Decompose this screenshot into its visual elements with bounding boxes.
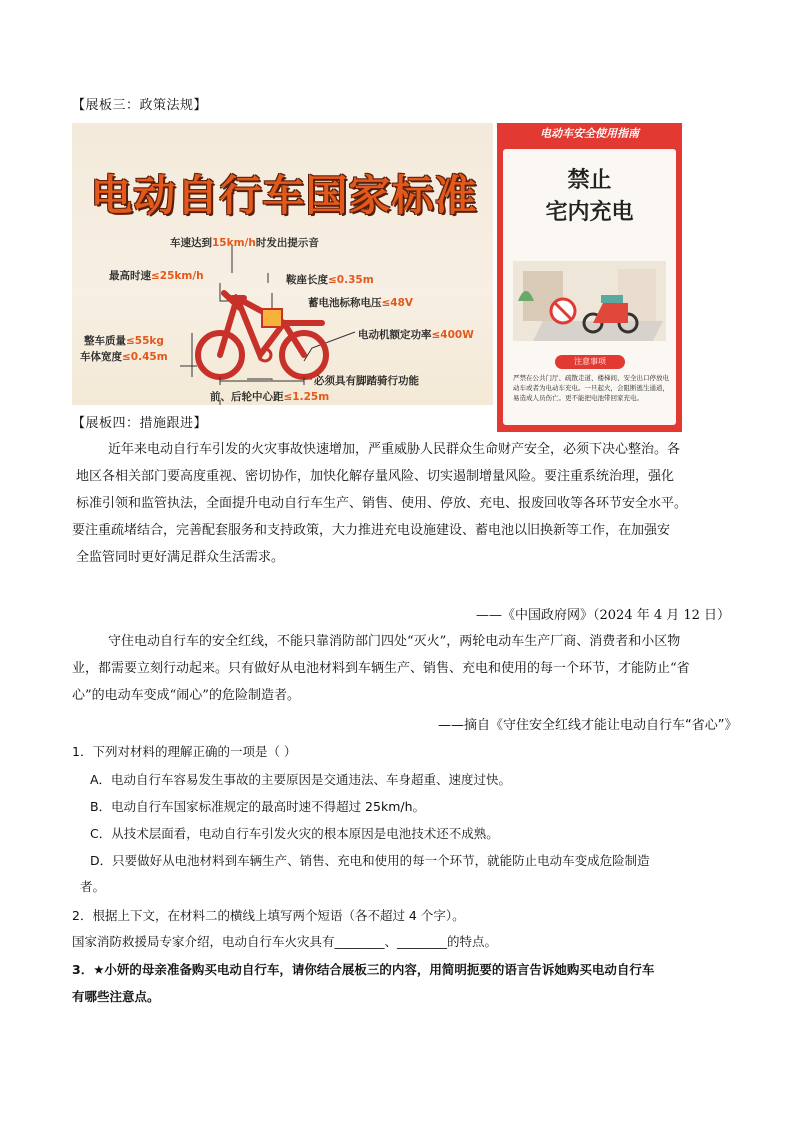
guide-title: 电动车安全使用指南: [540, 127, 639, 140]
note-text: 严禁在公共门厅、疏散走道、楼梯间、安全出口停放电动车或者为电动车充电。一旦起火，会阻断逃生通道，易造成人员伤亡。更不能把电池带回家充电。: [513, 374, 669, 402]
para2-line: 心”的电动车变成“闹心”的危险制造者。: [72, 688, 300, 703]
question-1-option-a: A．电动自行车容易发生事故的主要原因是交通违法、车身超重、速度过快。: [90, 772, 512, 787]
question-1-option-c: C．从技术层面看，电动自行车引发火灾的根本原因是电池技术还不成熟。: [90, 826, 499, 841]
spec-motor-power: 电动机额定功率≤400W: [358, 329, 474, 341]
paragraph-1: [72, 436, 732, 571]
para1-line: 近年来电动自行车引发的火灾事故快速增加，严重威胁人民群众生命财产安全，必须下决心整治。各: [108, 442, 681, 457]
para2-line: 守住电动自行车的安全红线，不能只靠消防部门四处“灭火”，两轮电动车生产厂商、消费者和小区物: [108, 634, 681, 649]
guide-line-2: 宅内充电: [545, 200, 634, 225]
battery-icon: [262, 309, 282, 327]
spec-battery-voltage: 蓄电池标称电压≤48V: [308, 297, 414, 309]
note-label: 注意事项: [555, 355, 625, 369]
question-1-option-d-cont: 者。: [80, 879, 106, 894]
question-3-line-1: 3．★小妍的母亲准备购买电动自行车，请你结合展板三的内容，用简明扼要的语言告诉她购买电动自行车: [72, 962, 655, 977]
guide-line-1: 禁止: [567, 168, 612, 193]
spec-pedal: 必须具有脚踏骑行功能: [314, 375, 419, 387]
panel4-heading: 【展板四：措施跟进】: [72, 416, 208, 431]
question-2-fill: 国家消防救援局专家介绍，电动自行车火灾具有________、________的特点。: [72, 934, 498, 949]
standard-poster: [72, 123, 493, 405]
spec-vehicle-mass: 整车质量≤55kg: [84, 335, 164, 347]
para1-line: 地区各相关部门要高度重视、密切协作，加快化解存量风险、切实遏制增量风险。要注重系统治理，强化: [76, 469, 675, 484]
question-1-stem: 1．下列对材料的理解正确的一项是（ ）: [72, 744, 297, 759]
source-2: ——摘自《守住安全红线才能让电动自行车“省心”》: [438, 718, 738, 733]
panel3-heading: 【展板三：政策法规】: [72, 98, 208, 113]
question-1-option-b: B．电动自行车国家标准规定的最高时速不得超过 25km/h。: [90, 799, 426, 814]
scooter-room-illustration: [503, 241, 676, 351]
spec-max-speed: 最高时速≤25km/h: [109, 270, 204, 282]
para1-line: 全监管同时更好满足群众生活需求。: [76, 550, 285, 565]
question-2-stem: 2．根据上下文，在材料二的横线上填写两个短语（各不超过 4 个字）。: [72, 908, 465, 923]
question-3-line-2: 有哪些注意点。: [72, 989, 160, 1004]
paragraph-2: [72, 628, 732, 709]
para1-line: 标准引领和监管执法，全面提升电动自行车生产、销售、使用、停放、充电、报废回收等各环节安全水平。: [76, 496, 688, 511]
poster-title: 电动自行车国家标准: [90, 171, 478, 220]
safety-guide-poster: [497, 123, 682, 432]
spec-seat-length: 鞍座长度≤0.35m: [286, 274, 374, 286]
spec-vehicle-width: 车体宽度≤0.45m: [80, 351, 168, 363]
guide-card: [503, 149, 676, 425]
para2-line: 业，都需要立刻行动起来。只有做好从电池材料到车辆生产、销售、充电和使用的每一个环节，才能防止“省: [72, 661, 690, 676]
source-1: ——《中国政府网》（2024 年 4 月 12 日）: [476, 608, 731, 623]
para1-line: 要注重疏堵结合，完善配套服务和支持政策，大力推进充电设施建设、蓄电池以旧换新等工作，在加强安: [72, 523, 671, 538]
spec-wheelbase: 前、后轮中心距≤1.25m: [210, 391, 330, 403]
spec-speed-alert: 车速达到15km/h时发出提示音: [170, 237, 319, 249]
question-1-option-d: D．只要做好从电池材料到车辆生产、销售、充电和使用的每一个环节，就能防止电动车变成危险制造: [90, 853, 650, 868]
